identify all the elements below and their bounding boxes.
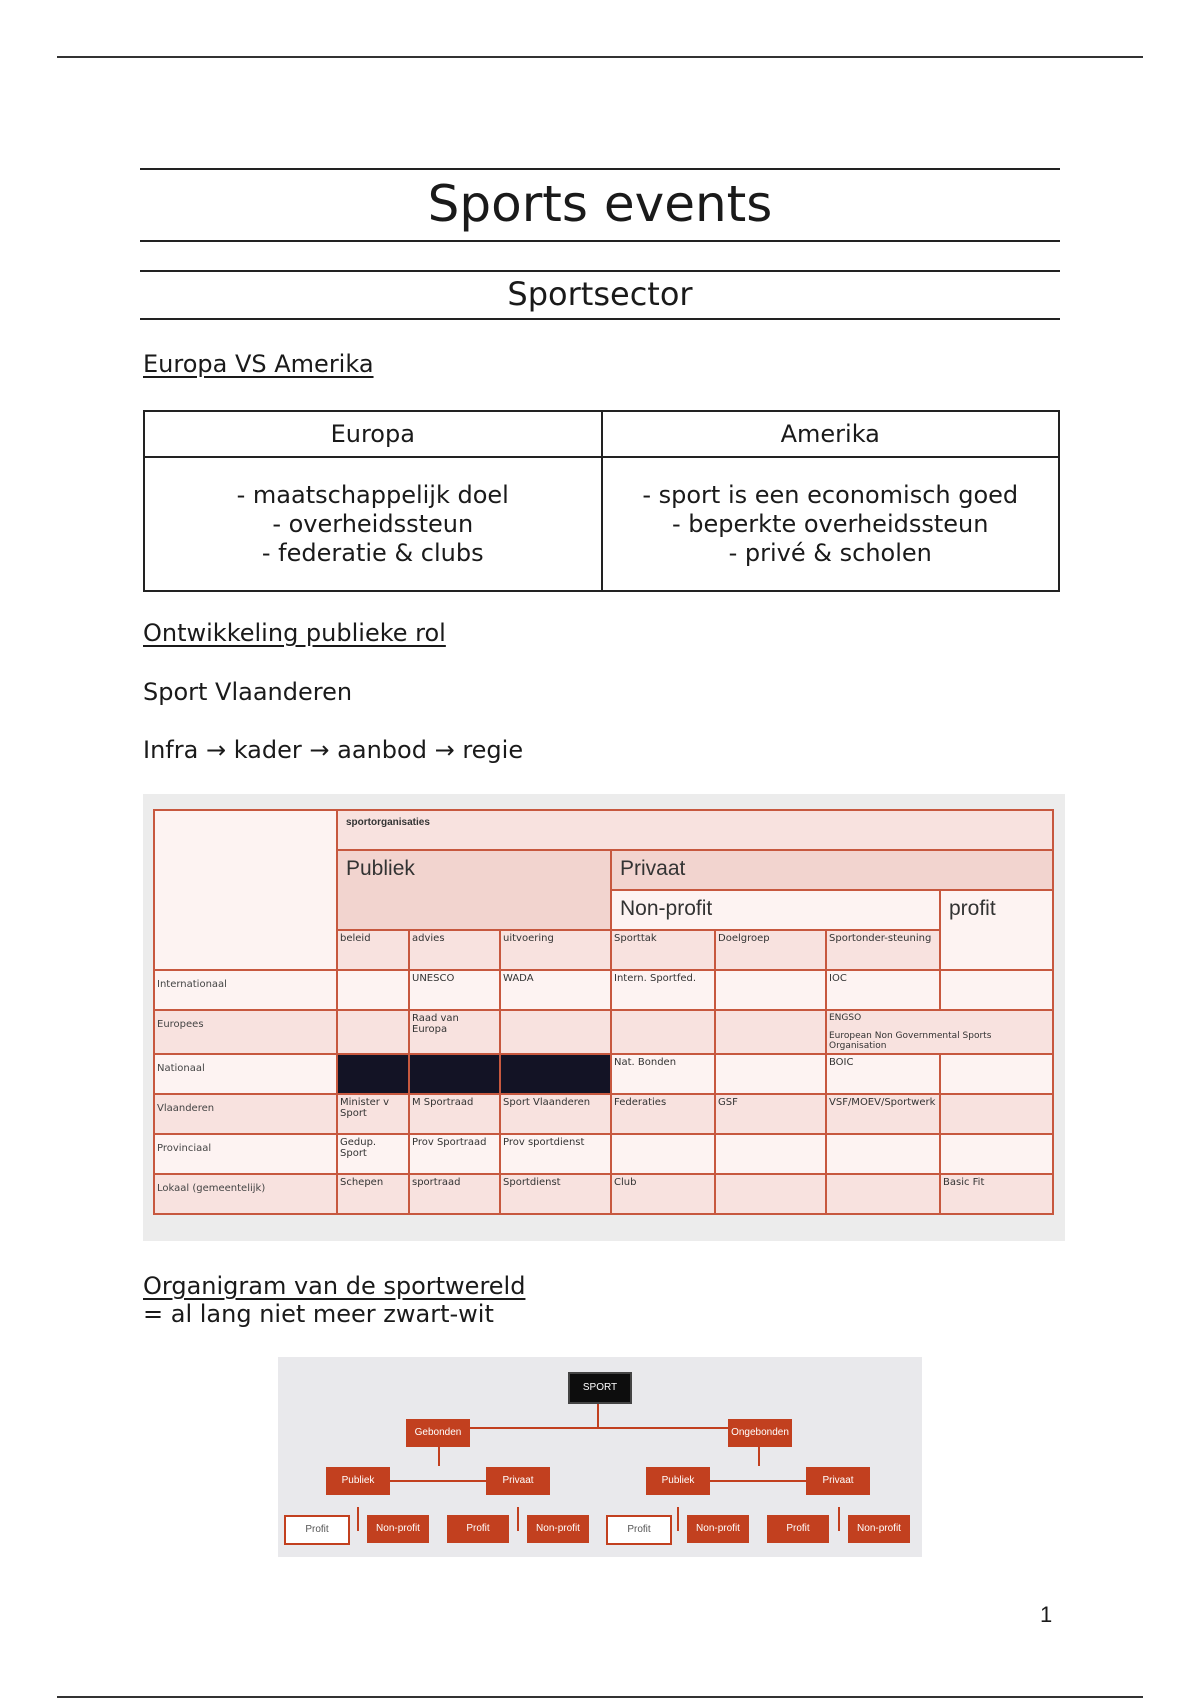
table-cell	[611, 1134, 715, 1174]
table-cell: VSF/MOEV/Sportwerk	[826, 1094, 940, 1134]
table-cell-blacked	[337, 1054, 409, 1094]
header-profit: profit	[940, 890, 1053, 970]
sport-vlaanderen-text: Sport Vlaanderen	[143, 678, 353, 706]
table-cell: Minister v Sport	[337, 1094, 409, 1134]
table-cell: Sport Vlaanderen	[500, 1094, 611, 1134]
arrow-icon: →	[205, 736, 227, 764]
table-cell	[500, 1010, 611, 1054]
europa-item: - overheidssteun	[272, 509, 474, 538]
table-cell: Intern. Sportfed.	[611, 970, 715, 1010]
connector-line	[357, 1507, 359, 1531]
table-cell	[715, 1174, 826, 1214]
amerika-item: - privé & scholen	[728, 538, 932, 567]
table-cell	[337, 970, 409, 1010]
node-profit: Profit	[447, 1515, 509, 1543]
node-publiek: Publiek	[646, 1467, 710, 1495]
organigram-subtitle: = al lang niet meer zwart-wit	[143, 1300, 494, 1328]
row-label: Nationaal	[154, 1054, 337, 1094]
section-heading-europa-vs-amerika: Europa VS Amerika	[143, 350, 374, 378]
table-cell: M Sportraad	[409, 1094, 500, 1134]
table-cell: Schepen	[337, 1174, 409, 1214]
node-non-profit: Non-profit	[687, 1515, 749, 1543]
table-cell: sportraad	[409, 1174, 500, 1214]
subtitle-block	[140, 270, 1060, 320]
node-non-profit: Non-profit	[848, 1515, 910, 1543]
subcol-header: beleid	[337, 930, 409, 970]
amerika-cell	[602, 457, 1060, 591]
node-sport: SPORT	[568, 1372, 632, 1404]
table-cell	[611, 1010, 715, 1054]
header-privaat: Privaat	[611, 850, 1053, 890]
header-sportorganisaties: sportorganisaties	[337, 810, 1053, 850]
table-cell	[826, 1174, 940, 1214]
row-label: Vlaanderen	[154, 1094, 337, 1134]
row-label: Provinciaal	[154, 1134, 337, 1174]
connector-line	[517, 1507, 519, 1531]
engso-cell	[826, 1010, 1053, 1054]
node-non-profit: Non-profit	[367, 1515, 429, 1543]
footer-rule	[57, 1696, 1143, 1698]
amerika-item: - sport is een economisch goed	[642, 480, 1019, 509]
connector-line	[597, 1400, 599, 1428]
corner-cell	[154, 810, 337, 970]
node-ongebonden: Ongebonden	[728, 1419, 792, 1447]
node-profit: Profit	[284, 1515, 350, 1545]
table-cell	[940, 1094, 1053, 1134]
table-cell: Prov sportdienst	[500, 1134, 611, 1174]
table-cell: Raad van Europa	[409, 1010, 500, 1054]
table-cell	[940, 970, 1053, 1010]
flow-line	[143, 736, 523, 764]
table-cell-blacked	[500, 1054, 611, 1094]
table-cell	[826, 1134, 940, 1174]
flow-step: regie	[462, 736, 524, 764]
row-label: Lokaal (gemeentelijk)	[154, 1174, 337, 1214]
table-cell: ENGSO	[829, 1013, 862, 1023]
table-cell	[337, 1010, 409, 1054]
table-cell: Sportdienst	[500, 1174, 611, 1214]
table-cell: BOIC	[826, 1054, 940, 1094]
subcol-header: Sportonder-steuning	[826, 930, 940, 970]
sportorganisaties-table-image	[143, 794, 1065, 1241]
node-non-profit: Non-profit	[527, 1515, 589, 1543]
connector-line	[838, 1507, 840, 1531]
table-cell: WADA	[500, 970, 611, 1010]
node-profit: Profit	[606, 1515, 672, 1545]
table-cell	[715, 970, 826, 1010]
table-cell: GSF	[715, 1094, 826, 1134]
table-cell	[940, 1054, 1053, 1094]
table-cell: Gedup. Sport	[337, 1134, 409, 1174]
col-header-europa: Europa	[144, 411, 602, 457]
row-label: Europees	[154, 1010, 337, 1054]
table-cell	[715, 1010, 826, 1054]
arrow-icon: →	[434, 736, 455, 764]
page-title-block	[140, 168, 1060, 242]
page-subtitle: Sportsector	[507, 275, 693, 313]
table-cell	[715, 1054, 826, 1094]
connector-line	[677, 1507, 679, 1531]
comparison-table	[143, 410, 1060, 592]
table-cell: Prov Sportraad	[409, 1134, 500, 1174]
node-privaat: Privaat	[806, 1467, 870, 1495]
table-cell	[715, 1134, 826, 1174]
table-cell: UNESCO	[409, 970, 500, 1010]
node-publiek: Publiek	[326, 1467, 390, 1495]
subcol-header: Doelgroep	[715, 930, 826, 970]
table-cell	[940, 1134, 1053, 1174]
flow-step: Infra	[143, 736, 199, 764]
engso-note: European Non Governmental Sports Organisation	[829, 1031, 992, 1051]
table-cell: Nat. Bonden	[611, 1054, 715, 1094]
node-privaat: Privaat	[486, 1467, 550, 1495]
subcol-header: advies	[409, 930, 500, 970]
flow-step: aanbod	[337, 736, 427, 764]
amerika-item: - beperkte overheidssteun	[672, 509, 989, 538]
subcol-header: uitvoering	[500, 930, 611, 970]
europa-item: - federatie & clubs	[261, 538, 484, 567]
europa-cell	[144, 457, 602, 591]
table-cell: Basic Fit	[940, 1174, 1053, 1214]
section-heading-organigram: Organigram van de sportwereld	[143, 1272, 526, 1300]
sportorganisaties-table	[153, 809, 1054, 1215]
connector-line	[452, 1427, 742, 1429]
row-label: Internationaal	[154, 970, 337, 1010]
flow-step: kader	[233, 736, 302, 764]
section-heading-publieke-rol: Ontwikkeling publieke rol	[143, 619, 446, 647]
header-publiek: Publiek	[337, 850, 611, 930]
arrow-icon: →	[309, 736, 330, 764]
europa-item: - maatschappelijk doel	[236, 480, 509, 509]
subcol-header: Sporttak	[611, 930, 715, 970]
table-cell: Federaties	[611, 1094, 715, 1134]
table-cell: Club	[611, 1174, 715, 1214]
col-header-amerika: Amerika	[602, 411, 1060, 457]
header-non-profit: Non-profit	[611, 890, 940, 930]
node-profit: Profit	[767, 1515, 829, 1543]
header-rule	[57, 56, 1143, 58]
table-cell-blacked	[409, 1054, 500, 1094]
node-gebonden: Gebonden	[406, 1419, 470, 1447]
organigram-image	[278, 1357, 922, 1557]
table-cell: IOC	[826, 970, 940, 1010]
page-number: 1	[1040, 1602, 1053, 1627]
page-title: Sports events	[427, 175, 773, 233]
